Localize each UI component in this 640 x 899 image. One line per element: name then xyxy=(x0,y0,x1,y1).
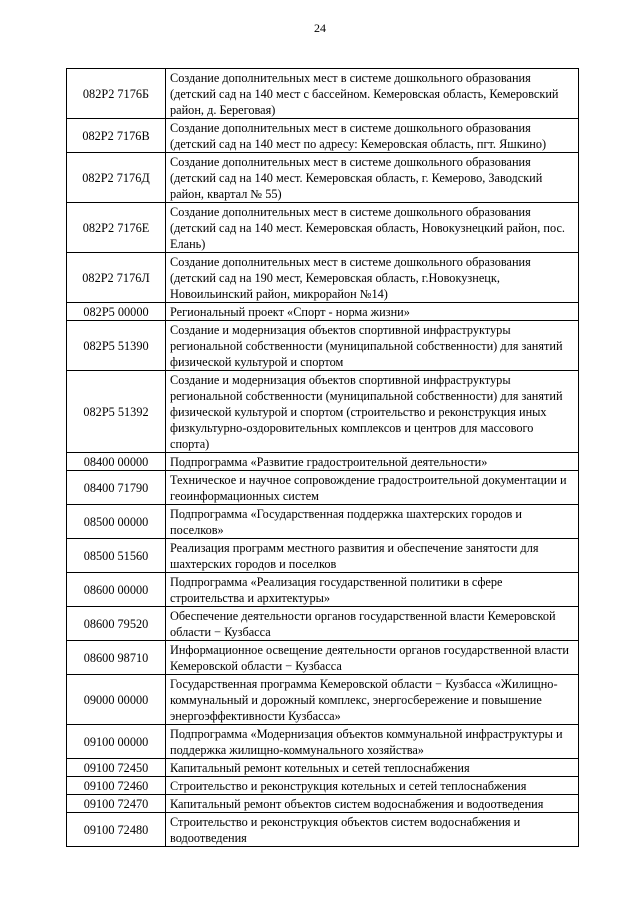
row-description: Обеспечение деятельности органов государственной власти Кемеровской области − Кузбасса xyxy=(166,607,579,641)
row-description: Строительство и реконструкция котельных и сетей теплоснабжения xyxy=(166,777,579,795)
table-row xyxy=(67,641,579,675)
table-row xyxy=(67,153,579,203)
row-description: Капитальный ремонт котельных и сетей теплоснабжения xyxy=(166,759,579,777)
row-description: Техническое и научное сопровождение градостроительной документации и геоинформационных систем xyxy=(166,471,579,505)
table-row xyxy=(67,471,579,505)
row-code: 082P2 7176Л xyxy=(67,253,166,303)
row-code: 08500 51560 xyxy=(67,539,166,573)
row-code: 09100 72460 xyxy=(67,777,166,795)
table-row xyxy=(67,119,579,153)
row-description: Подпрограмма «Модернизация объектов коммунальной инфраструктуры и поддержка жилищно-коммунального хозяйства» xyxy=(166,725,579,759)
row-code: 08500 00000 xyxy=(67,505,166,539)
table-row xyxy=(67,453,579,471)
table-row xyxy=(67,505,579,539)
row-description: Создание дополнительных мест в системе дошкольного образования (детский сад на 140 мест с бассейном. Кемеровская область, Кемеровский район, д. Береговая) xyxy=(166,69,579,119)
table-row xyxy=(67,675,579,725)
row-description: Создание дополнительных мест в системе дошкольного образования (детский сад на 140 мест. Кемеровская область, г. Кемерово, Заводский район, квартал № 55) xyxy=(166,153,579,203)
row-code: 082P2 7176В xyxy=(67,119,166,153)
table-row xyxy=(67,777,579,795)
row-code: 082P5 00000 xyxy=(67,303,166,321)
row-code: 08600 98710 xyxy=(67,641,166,675)
row-code: 09000 00000 xyxy=(67,675,166,725)
row-description: Подпрограмма «Реализация государственной политики в сфере строительства и архитектуры» xyxy=(166,573,579,607)
row-description: Создание дополнительных мест в системе дошкольного образования (детский сад на 190 мест, Кемеровская область, г.Новокузнецк, Новоильинский район, микрорайон №14) xyxy=(166,253,579,303)
row-code: 082P5 51390 xyxy=(67,321,166,371)
row-description: Капитальный ремонт объектов систем водоснабжения и водоотведения xyxy=(166,795,579,813)
table-row xyxy=(67,725,579,759)
row-code: 08400 71790 xyxy=(67,471,166,505)
row-code: 08600 79520 xyxy=(67,607,166,641)
row-description: Подпрограмма «Государственная поддержка шахтерских городов и поселков» xyxy=(166,505,579,539)
table-row xyxy=(67,573,579,607)
row-code: 09100 72480 xyxy=(67,813,166,847)
table-row xyxy=(67,813,579,847)
row-code: 08600 00000 xyxy=(67,573,166,607)
table-body xyxy=(67,69,579,847)
row-description: Государственная программа Кемеровской области − Кузбасса «Жилищно-коммунальный и дорожный комплекс, энергосбережение и повышение энергоэффективности Кузбасса» xyxy=(166,675,579,725)
row-code: 082P2 7176Е xyxy=(67,203,166,253)
table-row xyxy=(67,303,579,321)
row-code: 082P2 7176Б xyxy=(67,69,166,119)
table-row xyxy=(67,69,579,119)
page-number: 24 xyxy=(314,21,326,35)
row-description: Создание и модернизация объектов спортивной инфраструктуры региональной собственности (муниципальной собственности) для занятий физической культурой и спортом xyxy=(166,321,579,371)
table-row xyxy=(67,203,579,253)
row-description: Информационное освещение деятельности органов государственной власти Кемеровской области − Кузбасса xyxy=(166,641,579,675)
row-description: Строительство и реконструкция объектов систем водоснабжения и водоотведения xyxy=(166,813,579,847)
table-row xyxy=(67,539,579,573)
table-row xyxy=(67,607,579,641)
row-description: Создание дополнительных мест в системе дошкольного образования (детский сад на 140 мест по адресу: Кемеровская область, пгт. Яшкино) xyxy=(166,119,579,153)
table-row xyxy=(67,321,579,371)
row-description: Региональный проект «Спорт - норма жизни» xyxy=(166,303,579,321)
row-description: Создание дополнительных мест в системе дошкольного образования (детский сад на 140 мест. Кемеровская область, Новокузнецкий район, пос. Елань) xyxy=(166,203,579,253)
row-description: Подпрограмма «Развитие градостроительной деятельности» xyxy=(166,453,579,471)
row-description: Создание и модернизация объектов спортивной инфраструктуры региональной собственности (муниципальной собственности) для занятий физической культурой и спортом (строительство и реконструкция иных физкультурно-оздоровительных комплексов и центров для массового спорта) xyxy=(166,371,579,453)
row-code: 08400 00000 xyxy=(67,453,166,471)
budget-codes-table xyxy=(66,68,579,847)
table-row xyxy=(67,253,579,303)
table-row xyxy=(67,795,579,813)
table-row xyxy=(67,759,579,777)
row-code: 082P2 7176Д xyxy=(67,153,166,203)
row-code: 082P5 51392 xyxy=(67,371,166,453)
row-code: 09100 72450 xyxy=(67,759,166,777)
row-code: 09100 72470 xyxy=(67,795,166,813)
row-description: Реализация программ местного развития и обеспечение занятости для шахтерских городов и поселков xyxy=(166,539,579,573)
table-row xyxy=(67,371,579,453)
row-code: 09100 00000 xyxy=(67,725,166,759)
